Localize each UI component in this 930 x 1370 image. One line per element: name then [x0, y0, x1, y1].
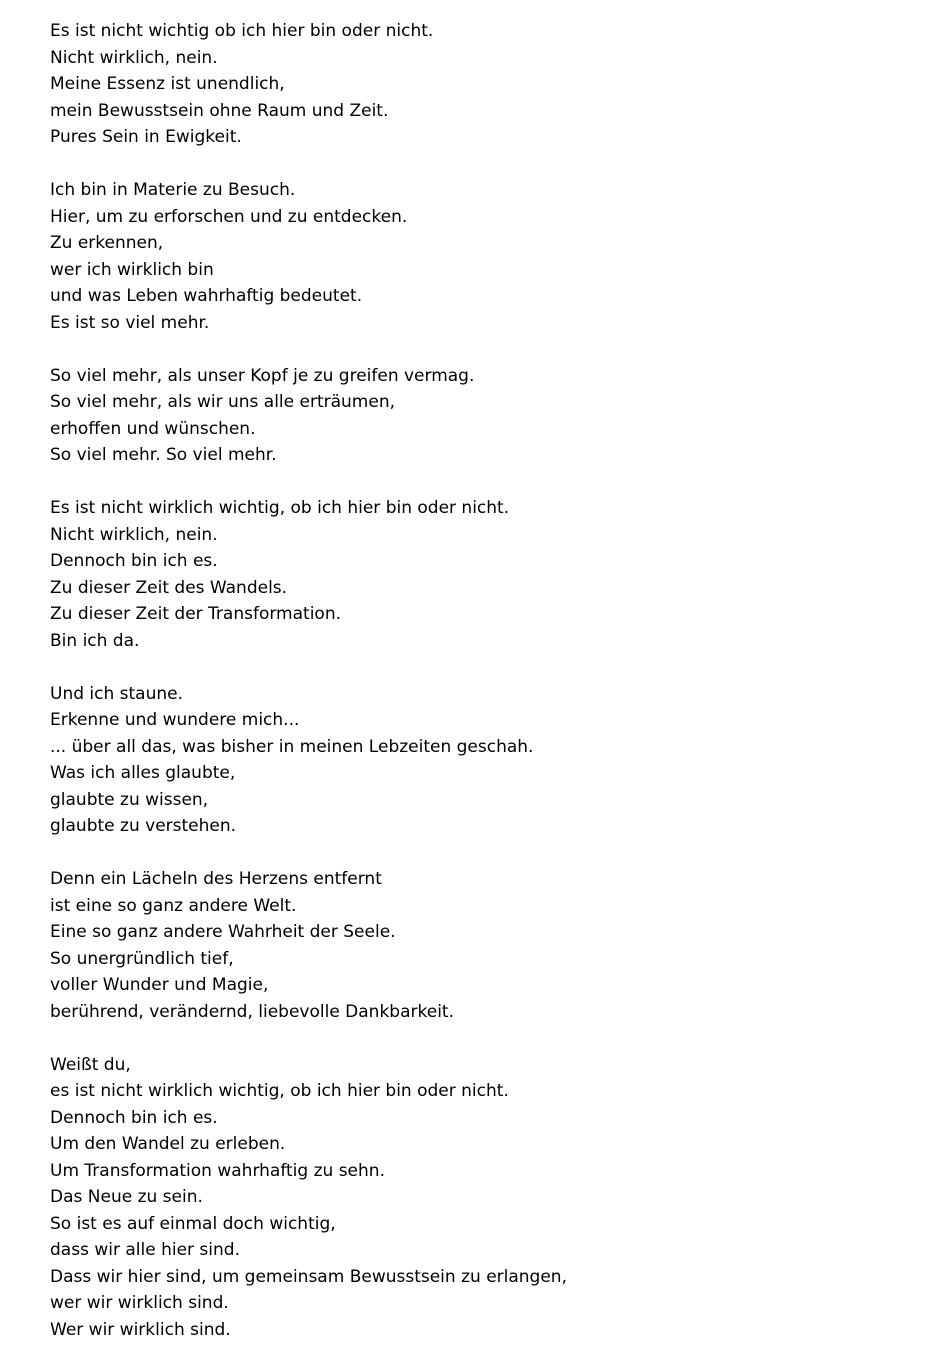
poem-line: So viel mehr, als wir uns alle erträumen, [50, 392, 396, 412]
poem-line: glaubte zu wissen, [50, 789, 209, 810]
poem-line: Es ist so viel mehr. [50, 312, 210, 333]
poem-line: Nicht wirklich, nein. [50, 524, 218, 545]
poem-line: Erkenne und wundere mich... [50, 710, 300, 730]
poem-line: es ist nicht wirklich wichtig, ob ich hier bin oder nicht. [50, 1081, 509, 1101]
poem-line: voller Wunder und Magie, [50, 975, 269, 995]
poem-line: Dennoch bin ich es. [50, 551, 218, 571]
stanza-2 [50, 177, 910, 336]
poem-line: Bin ich da. [50, 630, 140, 651]
poem-line: dass wir alle hier sind. [50, 1240, 240, 1260]
poem-line: mein Bewusstsein ohne Raum und Zeit. [50, 100, 389, 121]
poem-line: Denn ein Lächeln des Herzens entfernt [50, 869, 382, 889]
poem-line: Um den Wandel zu erleben. [50, 1134, 286, 1154]
poem-line: ist eine so ganz andere Welt. [50, 895, 297, 916]
poem-line: Wer wir wirklich sind. [50, 1319, 231, 1340]
poem-line: wer ich wirklich bin [50, 259, 214, 280]
stanza-3 [50, 363, 910, 469]
stanza-6 [50, 866, 910, 1025]
stanza-5 [50, 681, 910, 840]
poem-line: berührend, verändernd, liebevolle Dankbarkeit. [50, 1001, 454, 1022]
poem-line: Das Neue zu sein. [50, 1187, 203, 1207]
poem-page [50, 18, 910, 1370]
poem-line: Was ich alles glaubte, [50, 763, 236, 783]
poem-line: Um Transformation wahrhaftig zu sehn. [50, 1160, 385, 1181]
poem-line: So ist es auf einmal doch wichtig, [50, 1213, 336, 1234]
poem-line: Es ist nicht wirklich wichtig, ob ich hier bin oder nicht. [50, 498, 510, 518]
poem-line: und was Leben wahrhaftig bedeutet. [50, 286, 363, 306]
stanza-7 [50, 1052, 910, 1344]
poem-line: So unergründlich tief, [50, 948, 234, 969]
poem-line: Dass wir hier sind, um gemeinsam Bewusstsein zu erlangen, [50, 1266, 567, 1287]
poem-line: So viel mehr, als unser Kopf je zu greifen vermag. [50, 365, 475, 386]
poem-line: ... über all das, was bisher in meinen Lebzeiten geschah. [50, 736, 534, 757]
stanza-1 [50, 18, 910, 151]
poem-line: Meine Essenz ist unendlich, [50, 74, 285, 94]
poem-line: wer wir wirklich sind. [50, 1293, 229, 1313]
poem-line: Es ist nicht wichtig ob ich hier bin oder nicht. [50, 21, 434, 41]
poem-line: Dennoch bin ich es. [50, 1107, 218, 1128]
poem-line: Pures Sein in Ewigkeit. [50, 127, 242, 147]
poem-line: Und ich staune. [50, 683, 184, 704]
poem-line: Zu dieser Zeit der Transformation. [50, 604, 341, 624]
poem-line: Eine so ganz andere Wahrheit der Seele. [50, 922, 396, 942]
poem-line: erhoffen und wünschen. [50, 418, 256, 439]
poem-line: Ich bin in Materie zu Besuch. [50, 180, 296, 200]
poem-line: Hier, um zu erforschen und zu entdecken. [50, 206, 408, 227]
poem-line: Zu dieser Zeit des Wandels. [50, 577, 288, 598]
poem-line: Weißt du, [50, 1054, 131, 1075]
poem-line: So viel mehr. So viel mehr. [50, 445, 277, 465]
poem-line: Nicht wirklich, nein. [50, 47, 218, 68]
poem-line: glaubte zu verstehen. [50, 816, 237, 836]
stanza-4 [50, 495, 910, 654]
poem-line: Zu erkennen, [50, 233, 164, 253]
